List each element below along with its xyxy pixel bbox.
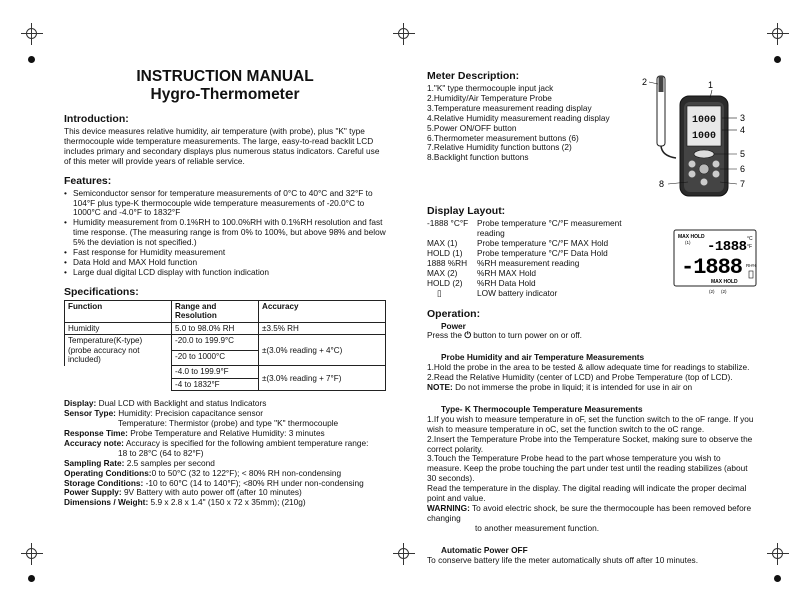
list-item: 3.Temperature measurement reading display <box>427 102 592 113</box>
legend-key: HOLD (1) <box>427 247 463 258</box>
table-row <box>65 335 386 351</box>
list-item: 5.Power ON/OFF button <box>427 122 517 133</box>
table-cell: -20.0 to 199.9°C <box>172 335 259 351</box>
warning-label: WARNING: <box>427 503 470 513</box>
typek-step-1: 1.If you wish to measure temperature in oF, set the function switch to the oF range. If you wish to measure temperature in oC, set the function switch to the oC range. <box>427 413 754 434</box>
probe-step-2: 2.Read the Relative Humidity (center of LCD) and Probe Temperature (top of LCD). <box>427 372 733 383</box>
temperature-function-note: (probe accuracy not included) <box>68 345 140 365</box>
legend-key: MAX (2) <box>427 267 458 278</box>
table-header: Function <box>65 300 172 322</box>
response-value: Probe Temperature and Relative Humidity: 3 minutes <box>130 428 325 438</box>
list-item: 4.Relative Humidity measurement reading display <box>427 112 610 123</box>
specifications-heading: Specifications: <box>64 285 139 298</box>
legend-value: Probe temperature °C/°F measurement reading <box>477 218 622 239</box>
legend-value: %RH Data Hold <box>477 277 536 288</box>
table-cell <box>65 335 172 366</box>
registration-mark-bottom-left <box>21 543 43 565</box>
typek-step-4: Read the temperature in the display. The digital reading will indicate the proper decimal point and value. <box>427 483 747 504</box>
typek-heading: Type- K Thermocouple Temperature Measurements <box>441 403 643 414</box>
manual-title: INSTRUCTION MANUAL <box>136 68 314 85</box>
meter-button <box>689 171 696 178</box>
registration-mark-bottom-center <box>393 543 415 565</box>
warning <box>427 504 757 524</box>
legend-value: Probe temperature °C/°F Data Hold <box>477 247 608 258</box>
table-cell: -20 to 1000°C <box>172 350 259 366</box>
table-row <box>65 366 386 379</box>
sensor-label: Sensor Type: <box>64 408 116 419</box>
table-row <box>65 322 386 335</box>
lcd-top-sub: (1) <box>685 240 691 245</box>
response-label: Response Time: <box>64 428 128 438</box>
accuracy-value-2: 18 to 28°C (64 to 82°F) <box>118 447 204 458</box>
table-cell: 5.0 to 98.0% RH <box>172 322 259 335</box>
display-value: Dual LCD with Backlight and status Indicators <box>98 398 267 409</box>
legend-value: %RH measurement reading <box>477 257 580 268</box>
list-item: • Semiconductor sensor for temperature measurements of 0°C to 40°C and 32°F to 104°F plus type-K thermocouple wide temperature measurements of -20.0°C to 1000°C and -4.0°F to 1832°F <box>73 189 386 219</box>
table-header: Range and Resolution <box>172 300 259 322</box>
callout-label: 5 <box>740 149 746 159</box>
dims-label: Dimensions / Weight: <box>64 497 149 508</box>
power-heading: Power <box>441 320 466 331</box>
callout-label: 7 <box>740 179 746 189</box>
registration-mark-top-left <box>21 23 43 45</box>
table-header: Accuracy <box>259 300 386 322</box>
legend-key: 1888 %RH <box>427 257 468 268</box>
callout-label: 4 <box>740 125 746 135</box>
warning-text: To avoid electric shock, be sure the thermocouple has been removed before changing <box>427 503 752 523</box>
probe-step-1: 1.Hold the probe in the area to be tested & allow adequate time for readings to stabilize. <box>427 362 750 373</box>
legend-key: HOLD (2) <box>427 277 463 288</box>
list-item: 8.Backlight function buttons <box>427 152 529 163</box>
storage-label: Storage Conditions: <box>64 477 144 488</box>
features-list <box>64 189 386 278</box>
power-text <box>427 331 757 341</box>
list-item: 2.Humidity/Air Temperature Probe <box>427 92 552 103</box>
meter-button <box>699 164 709 174</box>
table-cell: Humidity <box>65 322 172 335</box>
list-item: 7.Relative Humidity function buttons (2) <box>427 142 572 153</box>
power-icon: ⏻ <box>464 330 471 341</box>
power-value: 9V Battery with auto power off (after 10 minutes) <box>123 487 302 498</box>
list-item: 1."K" type thermocouple input jack <box>427 83 554 93</box>
auto-off-heading: Automatic Power OFF <box>441 544 528 555</box>
introduction-heading: Introduction: <box>64 113 129 125</box>
storage-value: -10 to 60°C (14 to 140°F); <80% RH under non-condensing <box>145 477 364 488</box>
legend-row <box>427 219 647 239</box>
power-text-post: button to turn power on or off. <box>473 330 582 341</box>
lcd-top-label: MAX HOLD <box>678 234 705 240</box>
warning-text-2: to another measurement function. <box>475 522 600 533</box>
meter-button <box>701 179 708 186</box>
legend-row <box>427 259 647 269</box>
probe-heading: Probe Humidity and air Temperature Measurements <box>441 352 645 363</box>
dims-value: 5.9 x 2.8 x 1.4" (150 x 72 x 35mm); (210g) <box>150 497 306 508</box>
meter-description-heading: Meter Description: <box>427 70 520 82</box>
features-heading: Features: <box>64 174 112 187</box>
probe-note <box>427 383 757 393</box>
introduction-text: This device measures relative humidity, air temperature (with probe), plus "K" type thermocouple wide temperature measurements. The large, easy-to-read backlit LCD includes primary and secondary displays plus numerous status indicators. Careful use of this meter will provide years of reliable service. <box>64 126 380 166</box>
power-label: Power Supply: <box>64 487 122 498</box>
registration-mark-top-right <box>767 23 789 45</box>
callout-label: 8 <box>659 179 665 189</box>
list-item: • Large dual digital LCD display with function indication <box>73 268 386 278</box>
sensor-value-2: Temperature: Thermistor (probe) and type "K" thermocouple <box>118 418 339 429</box>
list-item: • Humidity measurement from 0.1%RH to 100.0%RH with 0.1%RH resolution and fast time response. (The measuring range is from 0% to 100%, but above 98% and below 5% the deviation is not specified.) <box>73 218 386 248</box>
manual-subtitle: Hygro-Thermometer <box>150 86 300 103</box>
legend-row <box>427 289 647 299</box>
power-button <box>694 150 714 158</box>
probe-note-label: NOTE: <box>427 382 453 393</box>
sensor-value: Humidity: Precision capacitance sensor <box>118 408 264 419</box>
meter-button <box>713 171 720 178</box>
list-item: • Data Hold and MAX Hold function <box>73 258 386 268</box>
callout-label: 2 <box>642 77 648 87</box>
list-item: • Fast response for Humidity measurement <box>73 248 386 258</box>
meter-description-list <box>427 84 632 163</box>
registration-mark-bottom-right <box>767 543 789 565</box>
left-page <box>64 68 386 508</box>
table-cell: ±3.5% RH <box>259 322 386 335</box>
table-cell: ±(3.0% reading + 4°C) <box>259 335 386 366</box>
lcd-bottom-sub-2: (2) <box>721 289 727 294</box>
legend-value: %RH MAX Hold <box>477 267 537 278</box>
typek-step-2: 2.Insert the Temperature Probe into the Temperature Socket, making sure to observe the correct polarity. <box>427 433 753 454</box>
meter-lcd-bottom-digits: 1000 <box>691 131 717 142</box>
accuracy-value: Accuracy is specified for the following ambient temperature range: <box>125 437 369 448</box>
sampling-value: 2.5 samples per second <box>126 457 215 468</box>
lcd-top-digits: -1888 <box>707 239 747 255</box>
lcd-bottom-sub-1: (2) <box>709 289 715 294</box>
typek-step-3: 3.Touch the Temperature Probe head to the part whose temperature you wish to measure. Keep the probe touching the part under test until the reading stabilizes (about 30 seconds). <box>427 453 748 484</box>
lcd-top-unit-f: °F <box>747 244 753 250</box>
display-layout-heading: Display Layout: <box>427 205 506 218</box>
legend-key: -1888 °C°F <box>427 218 469 229</box>
lcd-layout-illustration <box>673 229 757 295</box>
lcd-bottom-unit: RH% <box>746 263 757 268</box>
list-item: 6.Thermometer measurement buttons (6) <box>427 132 579 143</box>
table-cell: -4.0 to 199.9°F <box>172 366 259 379</box>
display-label: Display: <box>64 398 97 409</box>
probe-tip <box>659 76 664 92</box>
table-header-row <box>65 300 386 322</box>
callout-label: 3 <box>740 113 746 123</box>
operating-value: 0 to 50°C (32 to 122°F); < 80% RH non-condensing <box>151 467 342 478</box>
registration-dot <box>774 56 781 63</box>
lcd-bottom-label: MAX HOLD <box>711 279 738 285</box>
callout-label: 6 <box>740 164 746 174</box>
specifications-table <box>64 300 386 392</box>
meter-illustration <box>640 72 758 200</box>
battery-icon: ▯ <box>437 287 442 298</box>
table-cell: -4 to 1832°F <box>172 378 259 391</box>
auto-off-text: To conserve battery life the meter automatically shuts off after 10 minutes. <box>427 554 699 565</box>
probe-cable <box>661 146 676 158</box>
spec-details <box>64 399 386 508</box>
legend-value: Probe temperature °C/°F MAX Hold <box>477 238 609 249</box>
registration-dot <box>774 575 781 582</box>
registration-dot <box>28 575 35 582</box>
power-text-pre: Press the <box>427 330 463 341</box>
display-layout-legend <box>427 219 647 298</box>
callout-label: 1 <box>708 80 714 90</box>
operating-label: Operating Conditions: <box>64 467 152 478</box>
lcd-top-unit-c: °C <box>747 236 753 242</box>
table-cell <box>65 366 172 391</box>
meter-button <box>689 161 696 168</box>
meter-lcd-top-digits: 1000 <box>691 115 717 126</box>
legend-key: MAX (1) <box>427 238 458 249</box>
accuracy-label: Accuracy note: <box>64 437 124 448</box>
lcd-bottom-digits: -1888 <box>681 255 743 280</box>
probe-note-text: Do not immerse the probe in liquid; it is intended for use in air on <box>455 382 693 393</box>
registration-mark-top-center <box>393 23 415 45</box>
table-cell: ±(3.0% reading + 7°F) <box>259 366 386 391</box>
temperature-function-label: Temperature(K-type) <box>68 336 143 346</box>
sampling-label: Sampling Rate: <box>64 457 125 468</box>
operation-heading: Operation: <box>427 307 481 320</box>
accuracy-spec <box>64 439 386 449</box>
dims-spec <box>64 498 386 508</box>
legend-value: LOW battery indicator <box>477 287 558 298</box>
meter-button <box>713 161 720 168</box>
registration-dot <box>28 56 35 63</box>
